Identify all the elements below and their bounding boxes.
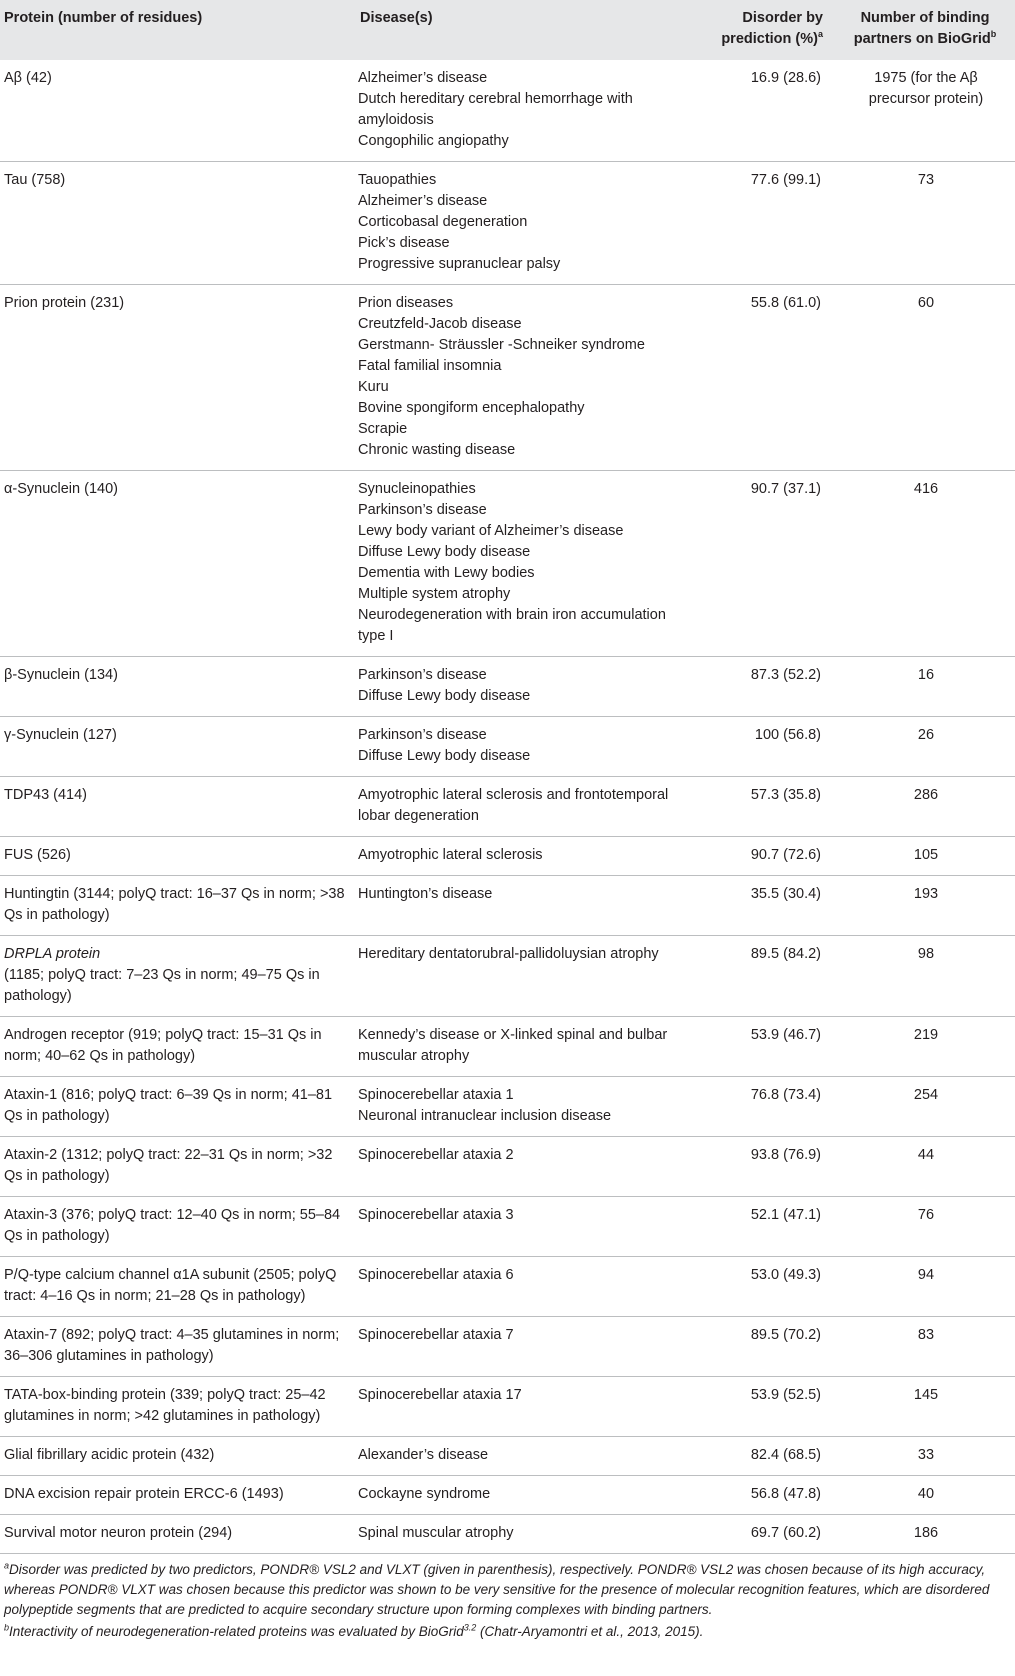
protein-cell (0, 1197, 356, 1257)
partners-cell: 286 (837, 777, 1015, 837)
disease-name: Neuronal intranuclear inclusion disease (358, 1108, 612, 1124)
disease-name: Bovine spongiform encephalopathy (358, 400, 585, 416)
protein-cell (0, 657, 356, 717)
protein-cell (0, 1137, 356, 1197)
protein-cell (0, 1437, 356, 1476)
protein-cell (0, 936, 356, 1017)
header-disorder-line2: prediction (%) (721, 31, 818, 47)
disease-name: Spinocerebellar ataxia 3 (358, 1207, 514, 1223)
protein-name: Ataxin-2 (1312; polyQ tract: 22–31 Qs in norm; >32 Qs in pathology) (4, 1147, 333, 1184)
disease-name: Fatal familial insomnia (358, 358, 502, 374)
diseases-cell (356, 1257, 691, 1317)
protein-cell (0, 1515, 356, 1554)
protein-cell (0, 1377, 356, 1437)
diseases-cell (356, 1137, 691, 1197)
disorder-cell: 53.0 (49.3) (691, 1257, 837, 1317)
partners-cell: 105 (837, 837, 1015, 876)
protein-name: γ-Synuclein (127) (4, 727, 117, 743)
header-disorder-sup: a (817, 29, 823, 40)
table-row (0, 1137, 1015, 1197)
disease-name: Diffuse Lewy body disease (358, 688, 531, 704)
diseases-cell (356, 1077, 691, 1137)
table-row (0, 777, 1015, 837)
disease-name: Lewy body variant of Alzheimer’s disease (358, 523, 624, 539)
header-partners-line2: partners on BioGrid (853, 31, 991, 47)
disorder-cell: 87.3 (52.2) (691, 657, 837, 717)
protein-name: Huntingtin (3144; polyQ tract: 16–37 Qs in norm; >38 Qs in pathology) (4, 886, 345, 923)
disease-name: Spinocerebellar ataxia 6 (358, 1267, 514, 1283)
protein-name: Tau (758) (4, 172, 66, 188)
protein-name: Aβ (42) (4, 70, 52, 86)
protein-cell (0, 1017, 356, 1077)
table-row (0, 162, 1015, 285)
partners-cell: 254 (837, 1077, 1015, 1137)
table-row (0, 471, 1015, 657)
diseases-cell (356, 1317, 691, 1377)
disease-name: Alzheimer’s disease (358, 193, 488, 209)
table-row (0, 837, 1015, 876)
diseases-cell (356, 162, 691, 285)
disease-name: Congophilic angiopathy (358, 133, 509, 149)
protein-cell (0, 717, 356, 777)
partners-cell: 26 (837, 717, 1015, 777)
partners-cell: 1975 (for the Aβ precursor protein) (837, 60, 1015, 162)
disease-name: Dutch hereditary cerebral hemorrhage with amyloidosis (358, 91, 633, 128)
diseases-cell (356, 1437, 691, 1476)
table-row (0, 876, 1015, 936)
disease-name: Scrapie (358, 421, 408, 437)
protein-name: (1185; polyQ tract: 7–23 Qs in norm; 49–75 Qs in pathology) (4, 967, 320, 1004)
diseases-cell (356, 1197, 691, 1257)
partners-cell: 33 (837, 1437, 1015, 1476)
table-footnotes (0, 1554, 1015, 1642)
table-row (0, 1437, 1015, 1476)
footnote-b-text: Interactivity of neurodegeneration-related proteins was evaluated by BioGrid (9, 1624, 464, 1639)
protein-name: Ataxin-3 (376; polyQ tract: 12–40 Qs in norm; 55–84 Qs in pathology) (4, 1207, 341, 1244)
diseases-cell (356, 1377, 691, 1437)
disease-name: Neurodegeneration with brain iron accumulation type I (358, 607, 666, 644)
disease-name: Tauopathies (358, 172, 437, 188)
protein-cell (0, 471, 356, 657)
disease-name: Alzheimer’s disease (358, 70, 488, 86)
partners-cell: 60 (837, 285, 1015, 471)
table-row (0, 936, 1015, 1017)
diseases-cell (356, 717, 691, 777)
partners-cell: 219 (837, 1017, 1015, 1077)
partners-cell: 76 (837, 1197, 1015, 1257)
protein-name: Ataxin-7 (892; polyQ tract: 4–35 glutamines in norm; 36–306 glutamines in pathology) (4, 1327, 340, 1364)
diseases-cell (356, 60, 691, 162)
table-row (0, 60, 1015, 162)
disorder-cell: 77.6 (99.1) (691, 162, 837, 285)
partners-cell: 40 (837, 1476, 1015, 1515)
table-row (0, 1197, 1015, 1257)
footnote-b (4, 1622, 1011, 1642)
disease-name: Creutzfeld-Jacob disease (358, 316, 522, 332)
protein-name: β-Synuclein (134) (4, 667, 118, 683)
protein-name-italic: DRPLA protein (4, 946, 101, 962)
disease-name: Spinocerebellar ataxia 1 (358, 1087, 514, 1103)
table-row (0, 1515, 1015, 1554)
header-row (0, 0, 1015, 60)
disease-name: Multiple system atrophy (358, 586, 511, 602)
disease-name: Synucleinopathies (358, 481, 476, 497)
table-row (0, 717, 1015, 777)
disease-name: Spinocerebellar ataxia 7 (358, 1327, 514, 1343)
disease-name: Dementia with Lewy bodies (358, 565, 535, 581)
disorder-cell: 76.8 (73.4) (691, 1077, 837, 1137)
disorder-cell: 100 (56.8) (691, 717, 837, 777)
disease-name: Pick’s disease (358, 235, 450, 251)
protein-cell (0, 285, 356, 471)
footnote-a (4, 1560, 1011, 1620)
header-partners-line1: Number of binding (860, 10, 990, 26)
partners-cell: 145 (837, 1377, 1015, 1437)
disorder-cell: 90.7 (72.6) (691, 837, 837, 876)
partners-cell: 193 (837, 876, 1015, 936)
protein-name: TATA-box-binding protein (339; polyQ tract: 25–42 glutamines in norm; >42 glutamines in pathology) (4, 1387, 326, 1424)
header-partners-sup: b (990, 29, 997, 40)
partners-cell: 73 (837, 162, 1015, 285)
disorder-cell: 56.8 (47.8) (691, 1476, 837, 1515)
disease-name: Parkinson’s disease (358, 502, 487, 518)
protein-name: DNA excision repair protein ERCC-6 (1493) (4, 1486, 284, 1502)
protein-cell (0, 837, 356, 876)
protein-name: Survival motor neuron protein (294) (4, 1525, 233, 1541)
diseases-cell (356, 936, 691, 1017)
footnote-b-marker: b (4, 1622, 10, 1633)
protein-name: FUS (526) (4, 847, 71, 863)
header-disorder-line1: Disorder by (742, 10, 823, 26)
disease-name: Huntington’s disease (358, 886, 493, 902)
table-header (0, 0, 1015, 60)
partners-cell: 94 (837, 1257, 1015, 1317)
protein-cell (0, 162, 356, 285)
disease-name: Spinocerebellar ataxia 17 (358, 1387, 522, 1403)
disorder-cell: 90.7 (37.1) (691, 471, 837, 657)
disease-name: Gerstmann- Sträussler -Schneiker syndrome (358, 337, 645, 353)
header-protein: Protein (number of residues) (4, 10, 203, 26)
partners-cell: 416 (837, 471, 1015, 657)
disease-name: Amyotrophic lateral sclerosis (358, 847, 543, 863)
table-row (0, 657, 1015, 717)
diseases-cell (356, 1476, 691, 1515)
footnote-a-text: Disorder was predicted by two predictors, PONDR® VSL2 and VLXT (given in parenthesis), respectively. PONDR® VSL2 was chosen because of its high accuracy, whereas PONDR® VLXT was chosen because this predictor was shown to be very sensitive for the presence of molecular recognition features, which are disordered polypeptide segments that are predicted to acquire secondary structure upon forming complexes with binding partners. (4, 1562, 990, 1617)
footnote-b-sup: 3.2 (463, 1622, 477, 1633)
protein-cell (0, 1476, 356, 1515)
diseases-cell (356, 777, 691, 837)
disease-name: Corticobasal degeneration (358, 214, 528, 230)
diseases-cell (356, 285, 691, 471)
partners-cell: 44 (837, 1137, 1015, 1197)
disorder-cell: 16.9 (28.6) (691, 60, 837, 162)
disorder-cell: 82.4 (68.5) (691, 1437, 837, 1476)
disorder-cell: 55.8 (61.0) (691, 285, 837, 471)
protein-cell (0, 876, 356, 936)
disease-name: Diffuse Lewy body disease (358, 544, 531, 560)
footnote-b-citation: (Chatr-Aryamontri et al., 2013, 2015). (476, 1624, 704, 1639)
disease-name: Progressive supranuclear palsy (358, 256, 561, 272)
partners-cell: 83 (837, 1317, 1015, 1377)
header-partners (837, 0, 1015, 60)
disease-name: Prion diseases (358, 295, 454, 311)
protein-cell (0, 1077, 356, 1137)
disorder-cell: 53.9 (52.5) (691, 1377, 837, 1437)
table-body (0, 60, 1015, 1554)
diseases-cell (356, 657, 691, 717)
table-row (0, 1077, 1015, 1137)
partners-cell: 186 (837, 1515, 1015, 1554)
diseases-cell (356, 876, 691, 936)
header-disorder (691, 0, 837, 60)
disorder-cell: 52.1 (47.1) (691, 1197, 837, 1257)
table-row (0, 1017, 1015, 1077)
disease-name: Diffuse Lewy body disease (358, 748, 531, 764)
disorder-cell: 35.5 (30.4) (691, 876, 837, 936)
protein-cell (0, 777, 356, 837)
partners-cell: 98 (837, 936, 1015, 1017)
protein-name: Ataxin-1 (816; polyQ tract: 6–39 Qs in norm; 41–81 Qs in pathology) (4, 1087, 333, 1124)
disorder-cell: 89.5 (70.2) (691, 1317, 837, 1377)
protein-name: Prion protein (231) (4, 295, 125, 311)
table-row (0, 285, 1015, 471)
footnote-a-marker: a (4, 1560, 10, 1571)
protein-cell (0, 1257, 356, 1317)
protein-name: P/Q-type calcium channel α1A subunit (2505; polyQ tract: 4–16 Qs in norm; 21–28 Qs in pathology) (4, 1267, 337, 1304)
table-row (0, 1317, 1015, 1377)
disease-name: Hereditary dentatorubral-pallidoluysian atrophy (358, 946, 659, 962)
protein-cell (0, 1317, 356, 1377)
partners-cell: 16 (837, 657, 1015, 717)
protein-name: Glial fibrillary acidic protein (432) (4, 1447, 215, 1463)
disorder-cell: 53.9 (46.7) (691, 1017, 837, 1077)
protein-name: TDP43 (414) (4, 787, 88, 803)
protein-name: α-Synuclein (140) (4, 481, 118, 497)
table-row (0, 1476, 1015, 1515)
disease-name: Amyotrophic lateral sclerosis and frontotemporal lobar degeneration (358, 787, 669, 824)
table-row (0, 1377, 1015, 1437)
diseases-cell (356, 471, 691, 657)
table-row (0, 1257, 1015, 1317)
disease-name: Kuru (358, 379, 389, 395)
disease-name: Parkinson’s disease (358, 667, 487, 683)
header-diseases: Disease(s) (360, 10, 433, 26)
diseases-cell (356, 1515, 691, 1554)
disease-name: Chronic wasting disease (358, 442, 516, 458)
disease-name: Spinal muscular atrophy (358, 1525, 514, 1541)
protein-cell (0, 60, 356, 162)
disease-name: Cockayne syndrome (358, 1486, 491, 1502)
disorder-cell: 93.8 (76.9) (691, 1137, 837, 1197)
disease-name: Spinocerebellar ataxia 2 (358, 1147, 514, 1163)
disease-name: Parkinson’s disease (358, 727, 487, 743)
disorder-cell: 69.7 (60.2) (691, 1515, 837, 1554)
disorder-cell: 89.5 (84.2) (691, 936, 837, 1017)
protein-name: Androgen receptor (919; polyQ tract: 15–31 Qs in norm; 40–62 Qs in pathology) (4, 1027, 322, 1064)
disease-name: Alexander’s disease (358, 1447, 489, 1463)
disorder-cell: 57.3 (35.8) (691, 777, 837, 837)
disease-name: Kennedy’s disease or X-linked spinal and bulbar muscular atrophy (358, 1027, 668, 1064)
diseases-cell (356, 1017, 691, 1077)
diseases-cell (356, 837, 691, 876)
